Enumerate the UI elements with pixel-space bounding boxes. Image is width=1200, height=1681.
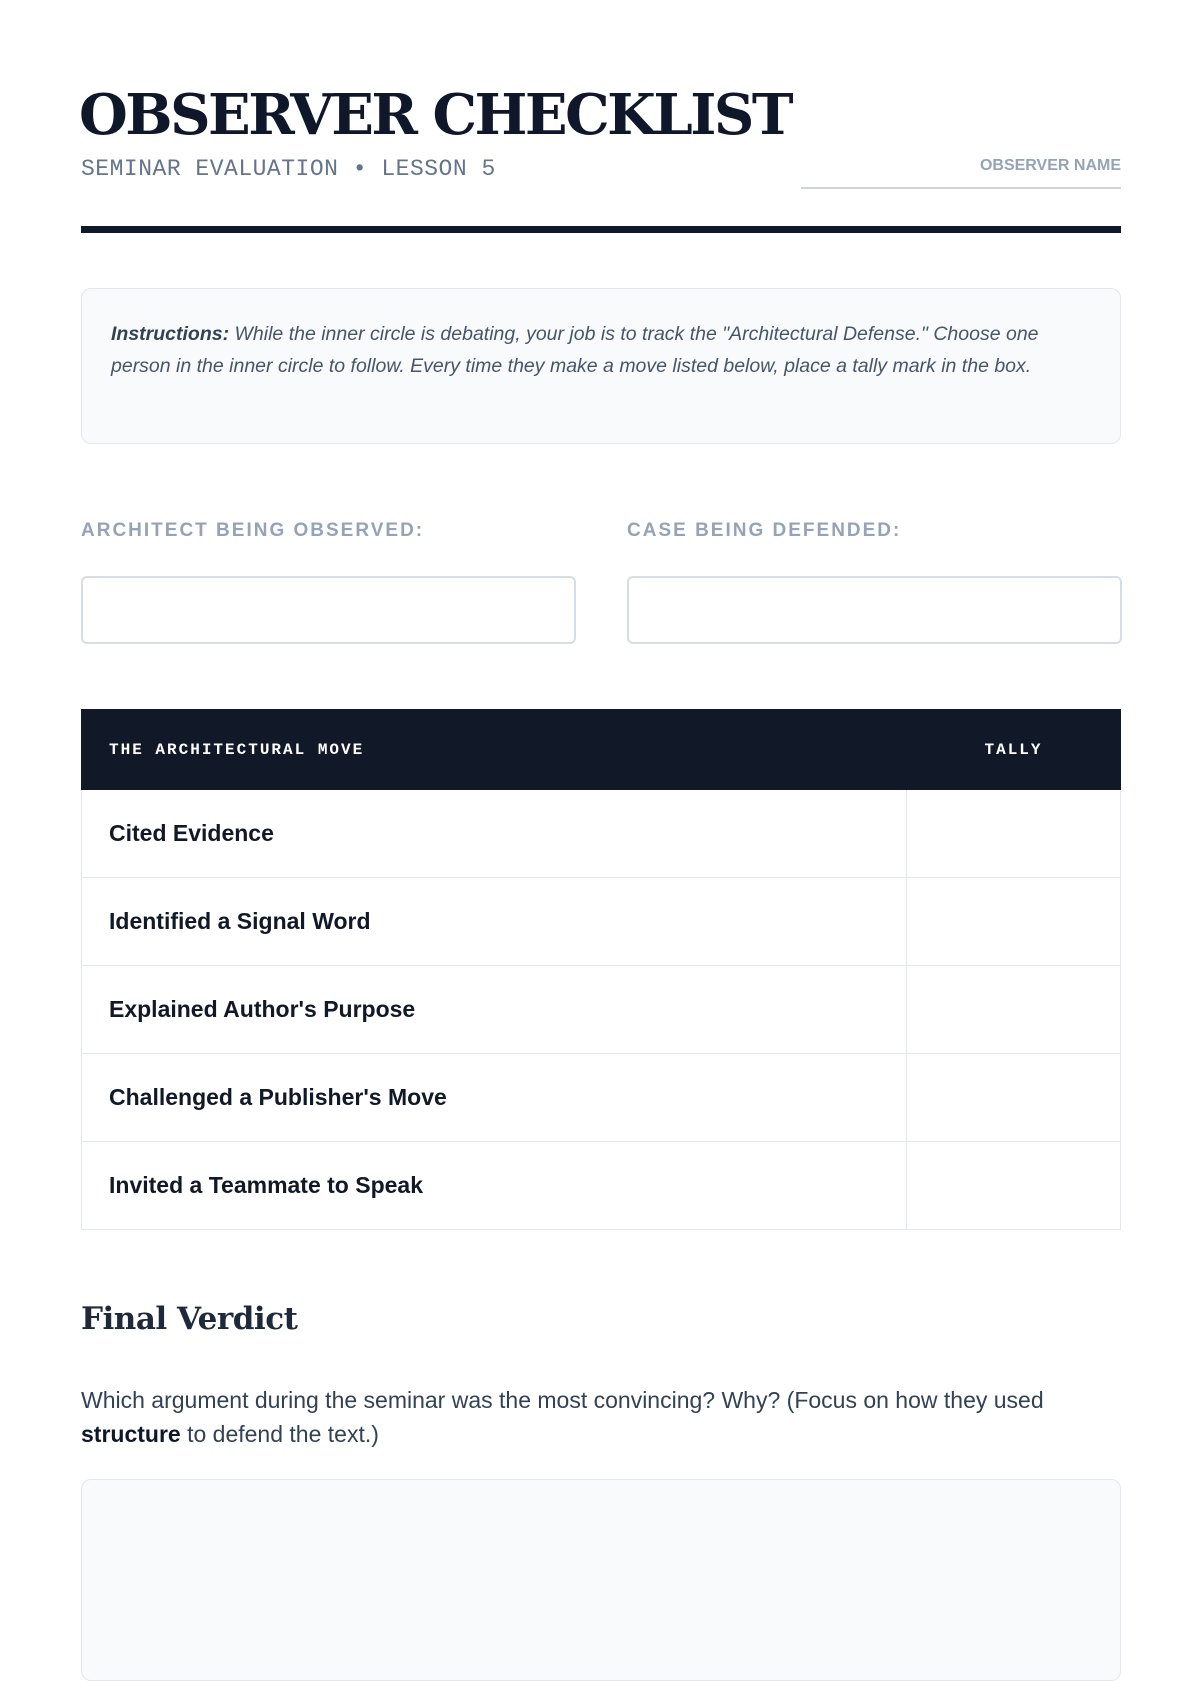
table-row xyxy=(81,1142,1121,1230)
verdict-prompt xyxy=(81,1383,1121,1451)
tally-cell[interactable] xyxy=(907,790,1120,877)
tally-cell[interactable] xyxy=(907,1142,1120,1229)
observer-name-field[interactable] xyxy=(801,155,1121,189)
table-header xyxy=(81,709,1121,790)
architect-label: ARCHITECT BEING OBSERVED: xyxy=(81,520,425,541)
verdict-answer-box[interactable] xyxy=(81,1479,1121,1681)
header-move: THE ARCHITECTURAL MOVE xyxy=(109,740,365,759)
architect-input[interactable] xyxy=(81,576,576,644)
move-label: Cited Evidence xyxy=(82,790,907,877)
header-divider xyxy=(81,226,1121,233)
instructions-lead: Instructions: xyxy=(111,323,230,345)
table-row xyxy=(81,1054,1121,1142)
observer-name-label: OBSERVER NAME xyxy=(979,157,1121,174)
table-row xyxy=(81,878,1121,966)
tally-cell[interactable] xyxy=(907,966,1120,1053)
instructions-box xyxy=(81,288,1121,444)
instructions-text: While the inner circle is debating, your job is to track the "Architectural Defense." Choose one person in the inner circle to follow. Every time they make a move listed below, place a tally mark in the box. xyxy=(111,323,1039,377)
tally-cell[interactable] xyxy=(907,878,1120,965)
table-row xyxy=(81,966,1121,1054)
case-input[interactable] xyxy=(627,576,1122,644)
verdict-prompt-emphasis: structure xyxy=(81,1421,181,1447)
move-label: Challenged a Publisher's Move xyxy=(82,1054,907,1141)
verdict-prompt-start: Which argument during the seminar was the most convincing? Why? (Focus on how they used xyxy=(81,1387,1044,1413)
case-label: CASE BEING DEFENDED: xyxy=(627,520,902,541)
verdict-title: Final Verdict xyxy=(81,1301,298,1337)
page-subtitle: SEMINAR EVALUATION • LESSON 5 xyxy=(81,156,496,182)
move-label: Explained Author's Purpose xyxy=(82,966,907,1053)
header-tally: TALLY xyxy=(984,740,1043,759)
worksheet-page xyxy=(79,0,1121,1447)
worksheet-header xyxy=(81,0,1121,234)
table-row xyxy=(81,790,1121,878)
page-title: OBSERVER CHECKLIST xyxy=(79,82,792,148)
moves-table xyxy=(81,709,1121,1230)
tally-cell[interactable] xyxy=(907,1054,1120,1141)
move-label: Identified a Signal Word xyxy=(82,878,907,965)
verdict-prompt-end: to defend the text.) xyxy=(180,1421,379,1447)
move-label: Invited a Teammate to Speak xyxy=(82,1142,907,1229)
